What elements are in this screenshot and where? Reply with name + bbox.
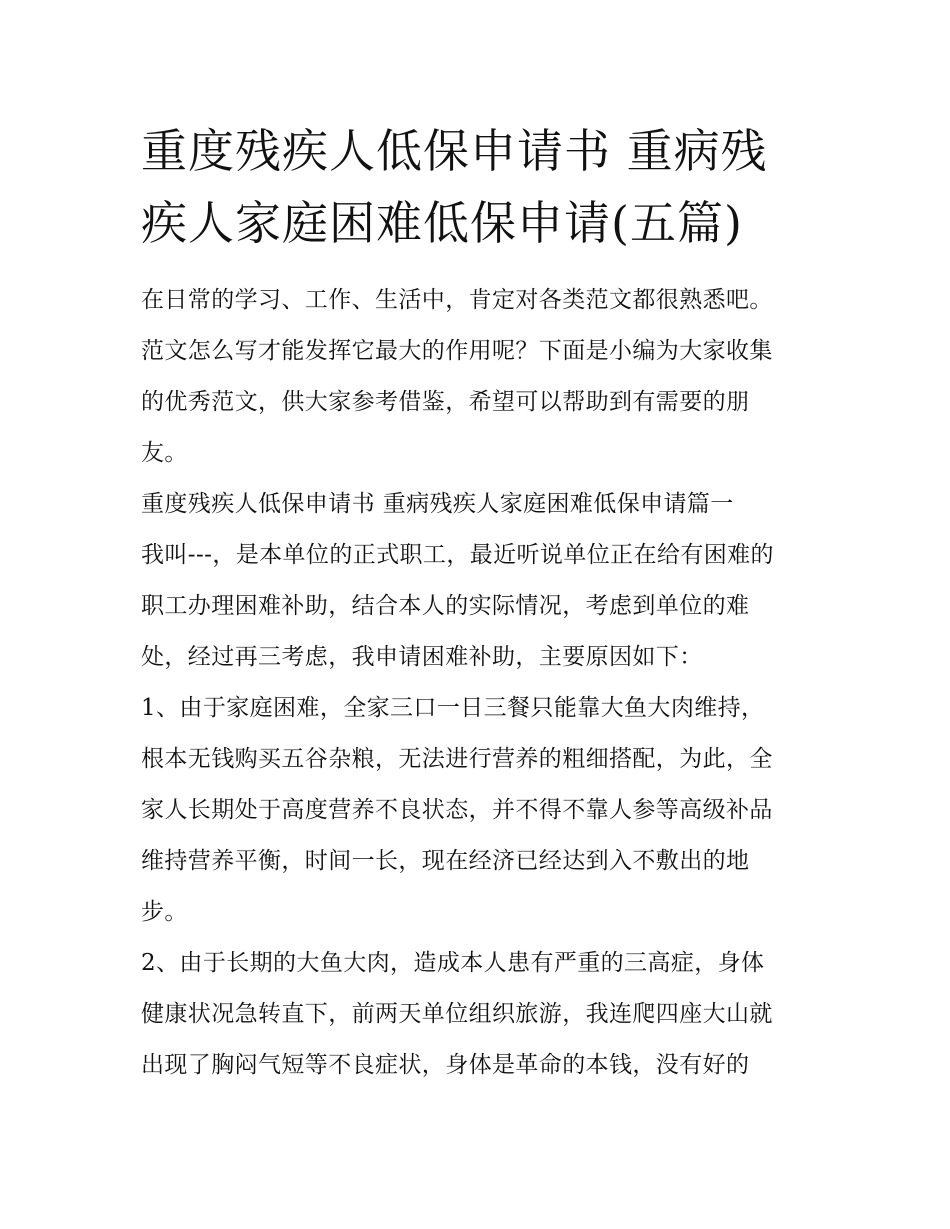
body-line: 家人长期处于高度营养不良状态，并不得不靠人参等高级补品 [141, 797, 773, 823]
body-line: 出现了胸闷气短等不良症状，身体是革命的本钱，没有好的 [141, 1052, 750, 1078]
body-line: 处，经过再三考虑，我申请困难补助，主要原因如下： [141, 644, 703, 670]
body-line: 友。 [141, 440, 188, 466]
list-item-1: 1、由于家庭困难，全家三口一日三餐只能靠大鱼大肉维持， [141, 695, 765, 721]
document-title [141, 115, 821, 259]
list-item-2: 2、由于长期的大鱼大肉，造成本人患有严重的三高症，身体 [141, 950, 765, 976]
body-line: 职工办理困难补助，结合本人的实际情况，考虑到单位的难 [141, 593, 750, 619]
document-page [141, 115, 821, 1091]
body-line: 我叫---，是本单位的正式职工，最近听说单位正在给有困难的 [141, 542, 774, 568]
body-line: 健康状况急转直下，前两天单位组织旅游，我连爬四座大山就 [141, 1001, 773, 1027]
body-line: 维持营养平衡，时间一长，现在经济已经达到入不敷出的地 [141, 848, 750, 874]
body-line: 范文怎么写才能发挥它最大的作用呢？下面是小编为大家收集 [141, 338, 773, 364]
document-body [141, 275, 821, 1091]
title-line-2: 疾人家庭困难低保申请(五篇) [141, 196, 743, 250]
body-line: 根本无钱购买五谷杂粮，无法进行营养的粗细搭配，为此，全 [141, 746, 773, 772]
title-line-1: 重度残疾人低保申请书 重病残 [141, 124, 768, 178]
body-line: 步。 [141, 899, 188, 925]
section-heading: 重度残疾人低保申请书 重病残疾人家庭困难低保申请篇一 [141, 491, 734, 517]
body-line: 的优秀范文，供大家参考借鉴，希望可以帮助到有需要的朋 [141, 389, 750, 415]
body-line: 在日常的学习、工作、生活中，肯定对各类范文都很熟悉吧。 [141, 287, 773, 313]
